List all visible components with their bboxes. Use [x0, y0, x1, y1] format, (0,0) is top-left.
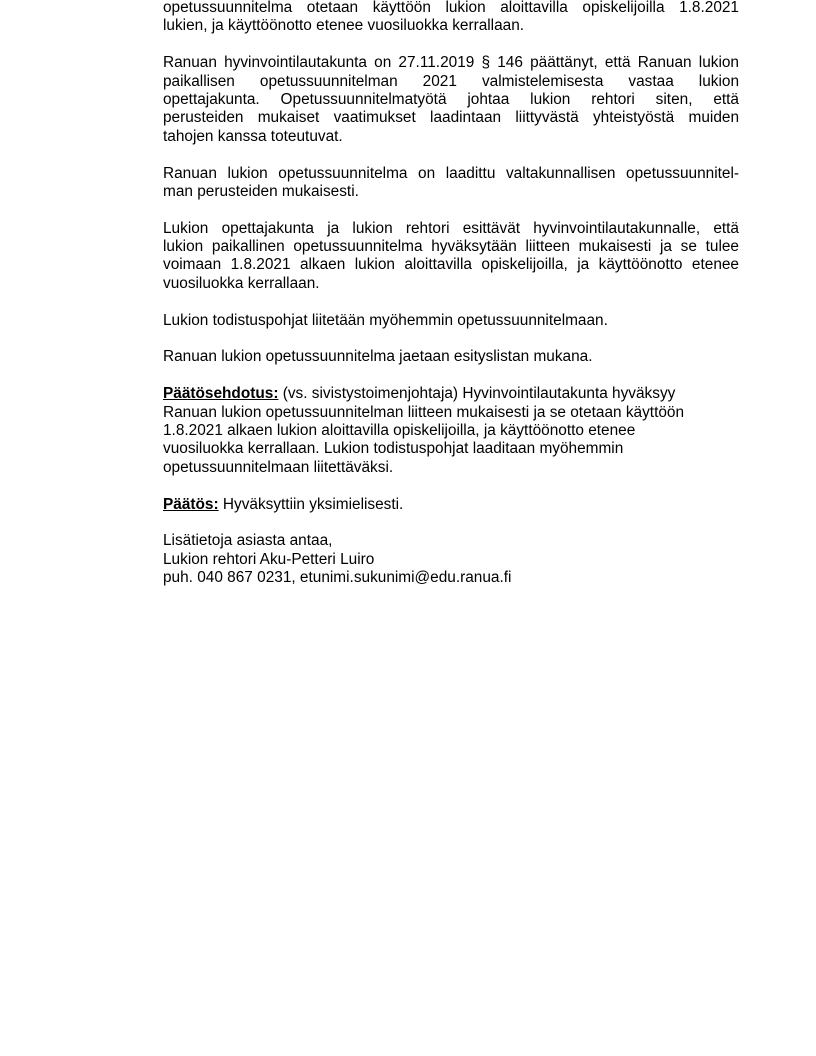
text-line: opettajakunta. Opetussuunnitelmatyötä johtaa lukion rehtori siten, että: [163, 90, 739, 108]
text-line: tahojen kanssa toteutuvat.: [163, 127, 343, 145]
decision-text: Hyväksyttiin yksimielisesti.: [218, 495, 404, 513]
text-line: 1.8.2021 alkaen lukion aloittavilla opiskelijoilla, ja käyttöönotto etenee: [163, 421, 636, 439]
contact-name: Lukion rehtori Aku-Petteri Luiro: [163, 550, 375, 568]
paragraph-board-decision: [163, 54, 739, 146]
text-line: Ranuan hyvinvointilautakunta on 27.11.2019 § 146 päättänyt, että Ranuan lukion: [163, 54, 739, 72]
text-line: vuosiluokka kerrallaan.: [163, 274, 320, 292]
text-line: vuosiluokka kerrallaan. Lukion todistuspohjat laaditaan myöhemmin: [163, 440, 624, 458]
text-line: [163, 385, 739, 403]
text-line: Lukion opettajakunta ja lukion rehtori esittävät hyvinvointilautakunnalle, että: [163, 219, 739, 237]
decision-label: Päätös:: [163, 495, 219, 513]
text-line: Ranuan lukion opetussuunnitelman liitteen mukaisesti ja se otetaan käyttöön: [163, 403, 685, 421]
text-line: Ranuan lukion opetussuunnitelma on laadittu valtakunnallisen opetussuunnitel-: [163, 164, 739, 182]
paragraph-curriculum-basis: [163, 165, 739, 202]
paragraph-certificates: Lukion todistuspohjat liitetään myöhemmin opetussuunnitelmaan.: [163, 311, 608, 329]
document-page: [163, 0, 739, 588]
paragraph-intro-end: [163, 0, 739, 36]
contact-phone-email: puh. 040 867 0231, etunimi.sukunimi@edu.ranua.fi: [163, 569, 512, 587]
contact-info: [163, 532, 739, 587]
text-line: lukien, ja käyttöönotto etenee vuosiluokka kerrallaan.: [163, 17, 525, 35]
text-line: perusteiden mukaiset vaatimukset laadintaan liittyvästä yhteistyöstä muiden: [163, 109, 739, 127]
text-line: opetussuunnitelma otetaan käyttöön lukion aloittavilla opiskelijoilla 1.8.2021: [163, 0, 739, 16]
decision: [163, 496, 739, 514]
contact-line: Lisätietoja asiasta antaa,: [163, 532, 333, 550]
paragraph-distribution: Ranuan lukion opetussuunnitelma jaetaan esityslistan mukana.: [163, 348, 593, 366]
text-line: voimaan 1.8.2021 alkaen lukion aloittavilla opiskelijoilla, ja käyttöönotto etenee: [163, 256, 739, 274]
proposal-text: (vs. sivistystoimenjohtaja) Hyvinvointilautakunta hyväksyy: [278, 385, 676, 403]
paragraph-teachers-proposal: [163, 220, 739, 294]
text-line: man perusteiden mukaisesti.: [163, 182, 359, 200]
proposal-label: Päätösehdotus:: [163, 385, 279, 403]
text-line: lukion paikallinen opetussuunnitelma hyväksytään liitteen mukaisesti ja se tulee: [163, 238, 739, 256]
text-line: opetussuunnitelmaan liitettäväksi.: [163, 458, 394, 476]
text-line: paikallisen opetussuunnitelman 2021 valmistelemisesta vastaa lukion: [163, 72, 739, 90]
decision-proposal: [163, 385, 739, 477]
